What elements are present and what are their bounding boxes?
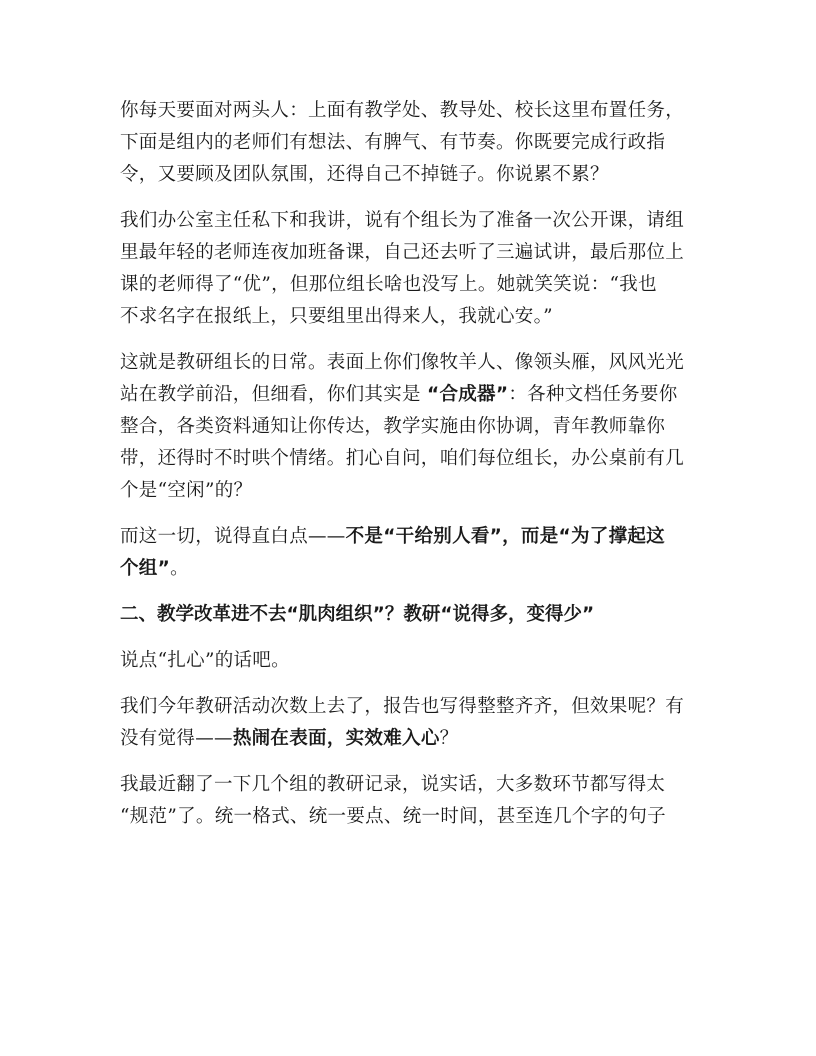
- text-run: ？: [439, 728, 459, 749]
- text-line: 我最近翻了一下几个组的教研记录，说实话，大多数环节都写得太: [120, 774, 666, 795]
- bold-emphasis: “合成器”: [426, 384, 509, 405]
- text-run: ：各种文档任务要你: [508, 384, 678, 405]
- text-run: 而这一切，说得直白点——: [120, 526, 346, 547]
- text-line: 不求名字在报纸上，只要组里出得来人，我就心安。”: [120, 306, 553, 327]
- bold-emphasis: 个组”: [120, 558, 171, 579]
- paragraph-summary: [120, 521, 700, 585]
- text-line: “规范”了。统一格式、统一要点、统一时间，甚至连几个字的句子: [120, 806, 666, 827]
- text-line: 你每天要面对两头人：上面有教学处、教导处、校长这里布置任务，: [120, 100, 685, 121]
- bold-emphasis: 不是“干给别人看”，而是“为了撑起这: [345, 526, 665, 547]
- section-heading: 二、教学改革进不去“肌肉组织”？教研“说得多，变得少”: [120, 604, 595, 625]
- text-run: 站在教学前沿，但细看，你们其实是: [120, 384, 427, 405]
- paragraph-daily-routine: [120, 347, 700, 507]
- text-line: 我们今年教研活动次数上去了，报告也写得整整齐齐，但效果呢？有: [120, 696, 685, 717]
- text-line: 里最年轻的老师连夜加班备课，自己还去听了三遍试讲，最后那位上: [120, 242, 685, 263]
- text-run: 。: [170, 558, 189, 579]
- paragraph-anecdote: [120, 205, 700, 333]
- text-line: 说点“扎心”的话吧。: [120, 650, 290, 671]
- paragraph-intro: [120, 645, 700, 677]
- text-line: 带，还得时不时哄个情绪。扪心自问，咱们每位组长，办公桌前有几: [120, 448, 685, 469]
- text-line: [120, 379, 700, 411]
- text-line: 个是“空闲”的？: [120, 480, 253, 501]
- text-line: [120, 553, 700, 585]
- text-run: 没有觉得——: [120, 728, 233, 749]
- text-line: 这就是教研组长的日常。表面上你们像牧羊人、像领头雁，风风光光: [120, 352, 685, 373]
- text-line: 我们办公室主任私下和我讲，说有个组长为了准备一次公开课，请组: [120, 210, 685, 231]
- text-line: 课的老师得了“优”，但那位组长啥也没写上。她就笑笑说：“我也: [120, 274, 657, 295]
- paragraph-effectiveness: [120, 691, 700, 755]
- paragraph-workload: [120, 95, 700, 191]
- text-line: [120, 723, 700, 755]
- text-line: [120, 521, 700, 553]
- text-line: 下面是组内的老师们有想法、有脾气、有节奏。你既要完成行政指: [120, 132, 666, 153]
- text-line: 令，又要顾及团队氛围，还得自己不掉链子。你说累不累？: [120, 164, 609, 185]
- document-page: [120, 95, 700, 847]
- bold-emphasis: 热闹在表面，实效难入心: [232, 728, 440, 749]
- paragraph-records: [120, 769, 700, 833]
- text-line: 整合，各类资料通知让你传达，教学实施由你协调，青年教师靠你: [120, 416, 666, 437]
